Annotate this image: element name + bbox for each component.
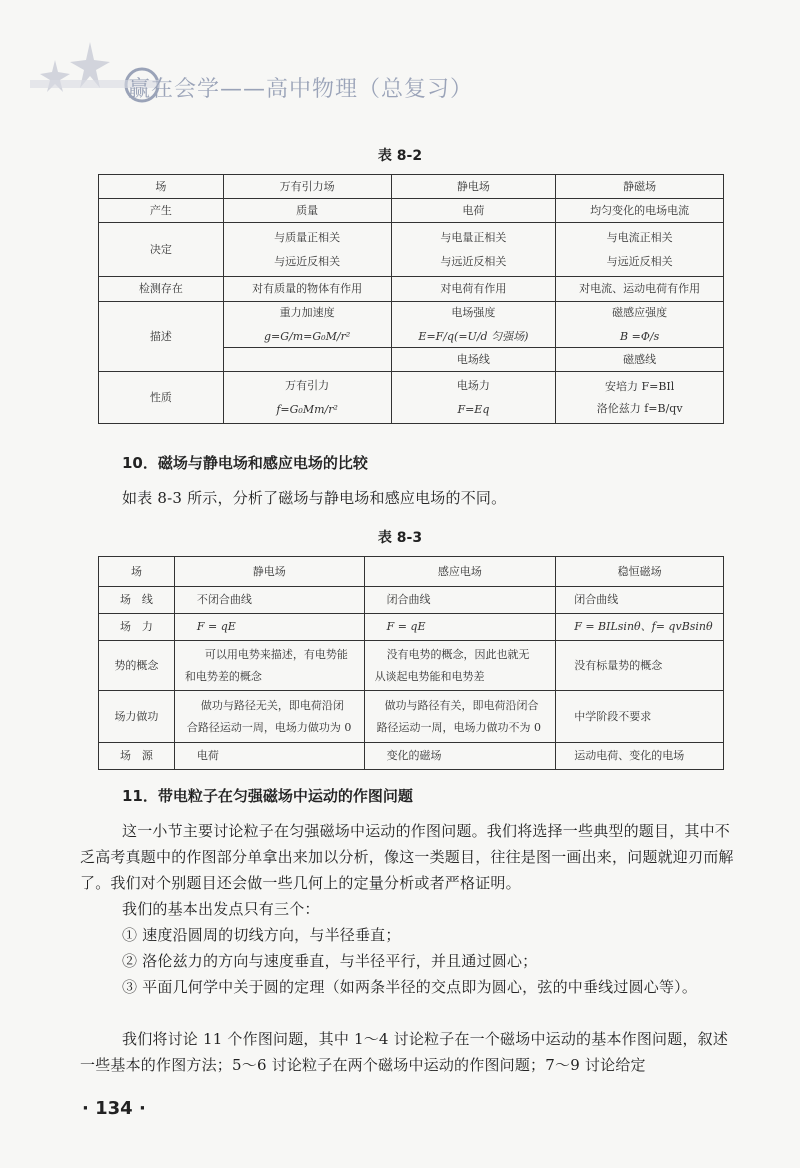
table-cell: 决定 xyxy=(99,223,224,277)
table-row xyxy=(99,372,724,424)
table-cell xyxy=(223,302,391,348)
table-cell: 对电荷有作用 xyxy=(391,277,556,302)
table-row xyxy=(99,557,724,587)
table-cell xyxy=(174,641,364,691)
table-cell: 质量 xyxy=(223,199,391,223)
table-cell: 闭合曲线 xyxy=(364,587,556,614)
cell-line: 电场力 xyxy=(456,378,490,392)
table-8-2-caption: 表 8-2 xyxy=(377,148,423,164)
table-cell xyxy=(556,223,724,277)
table-8-3 xyxy=(98,556,724,770)
cell-line: 路径运动一周，电场力做功不为 0 xyxy=(376,720,542,734)
cell-line: 与远近反相关 xyxy=(606,254,673,268)
table-cell: 电荷 xyxy=(391,199,556,223)
page-number: · 134 · xyxy=(82,1098,146,1119)
table-header-cell: 感应电场 xyxy=(364,557,556,587)
cell-line: 磁感应强度 xyxy=(612,305,668,319)
cell-line: 做功与路径无关，即电荷沿闭 xyxy=(200,698,344,712)
table-header-cell: 静电场 xyxy=(391,175,556,199)
table-header-cell: 静电场 xyxy=(174,557,364,587)
table-cell xyxy=(391,372,556,424)
table-row xyxy=(99,302,724,348)
table-cell: 不闭合曲线 xyxy=(174,587,364,614)
cell-line: 没有电势的概念，因此也就无 xyxy=(386,647,530,661)
cell-line: 与电量正相关 xyxy=(440,230,507,244)
cell-line: 洛伦兹力 f=B/qv xyxy=(596,401,683,415)
table-cell: 电荷 xyxy=(174,743,364,770)
table-cell: 对电流、运动电荷有作用 xyxy=(556,277,724,302)
section-11-list-item: ③ 平面几何学中关于圆的定理（如两条半径的交点即为圆心，弦的中垂线过圆心等）。 xyxy=(122,978,698,996)
cell-line: 万有引力 xyxy=(285,378,330,392)
table-cell: 运动电荷、变化的电场 xyxy=(556,743,724,770)
formula: F=Eq xyxy=(457,402,490,416)
formula: g=G/m=G₀M/r² xyxy=(264,329,351,343)
table-cell: 检测存在 xyxy=(99,277,224,302)
table-cell: 没有标量势的概念 xyxy=(556,641,724,691)
cell-line: 可以用电势来描述，有电势能 xyxy=(204,647,348,661)
formula: F = BILsinθ、f= qvBsinθ xyxy=(556,614,724,641)
table-cell: 场 力 xyxy=(99,614,175,641)
header-title: 赢在会学——高中物理（总复习） xyxy=(128,77,474,102)
section-11-paragraph: 我们的基本出发点只有三个： xyxy=(122,900,320,918)
table-row xyxy=(99,587,724,614)
section-10-heading: 10．磁场与静电场和感应电场的比较 xyxy=(122,454,368,472)
table-row xyxy=(99,691,724,743)
formula: F = qE xyxy=(364,614,556,641)
table-cell: 场 源 xyxy=(99,743,175,770)
table-cell xyxy=(556,372,724,424)
table-header-cell: 静磁场 xyxy=(556,175,724,199)
table-cell xyxy=(391,223,556,277)
section-11-list-item: ② 洛伦兹力的方向与速度垂直，与半径平行，并且通过圆心； xyxy=(122,952,538,970)
table-cell xyxy=(364,641,556,691)
table-cell: 描述 xyxy=(99,302,224,372)
table-header-cell: 场 xyxy=(99,557,175,587)
table-cell: 产生 xyxy=(99,199,224,223)
table-8-2 xyxy=(98,174,724,424)
table-cell xyxy=(391,302,556,348)
section-11-list-item: ① 速度沿圆周的切线方向，与半径垂直； xyxy=(122,926,401,944)
table-header-cell: 稳恒磁场 xyxy=(556,557,724,587)
table-8-3-caption: 表 8-3 xyxy=(377,530,423,546)
table-header-cell: 万有引力场 xyxy=(223,175,391,199)
formula: E=F/q(=U/d 匀强场) xyxy=(418,329,529,343)
formula: f=G₀Mm/r² xyxy=(276,402,338,416)
table-cell xyxy=(174,691,364,743)
cell-line: 从谈起电势能和电势差 xyxy=(374,669,485,683)
table-row xyxy=(99,175,724,199)
table-cell: 对有质量的物体有作用 xyxy=(223,277,391,302)
page-header xyxy=(30,30,770,120)
table-row xyxy=(99,614,724,641)
section-11-heading: 11．带电粒子在匀强磁场中运动的作图问题 xyxy=(122,787,413,805)
table-cell xyxy=(556,302,724,348)
cell-line: 与质量正相关 xyxy=(274,230,341,244)
section-11-paragraph: 这一小节主要讨论粒子在匀强磁场中运动的作图问题。我们将选择一些典型的题目，其中不乏高考真题中的作图部分单拿出来加以分析，像这一类题目，往往是图一画出来，问题就迎刃而解了。我们对个别题目还会做一些几何上的定量分析或者严格证明。 xyxy=(80,822,734,892)
table-cell: 变化的磁场 xyxy=(364,743,556,770)
table-cell: 中学阶段不要求 xyxy=(556,691,724,743)
table-cell: 场力做功 xyxy=(99,691,175,743)
table-row xyxy=(99,199,724,223)
table-cell xyxy=(223,223,391,277)
table-cell-empty xyxy=(223,348,391,372)
table-cell: 性质 xyxy=(99,372,224,424)
cell-line: 和电势差的概念 xyxy=(184,669,262,683)
table-row xyxy=(99,277,724,302)
section-11-paragraph: 我们将讨论 11 个作图问题，其中 1～4 讨论粒子在一个磁场中运动的基本作图问题，叙述一些基本的作图方法；5～6 讨论粒子在两个磁场中运动的作图问题；7～9 讨论给定 xyxy=(80,1030,729,1074)
table-cell: 势的概念 xyxy=(99,641,175,691)
formula: B =Φ/s xyxy=(620,329,660,343)
cell-line: 与电流正相关 xyxy=(606,230,673,244)
table-row xyxy=(99,223,724,277)
table-cell xyxy=(364,691,556,743)
cell-line: 与远近反相关 xyxy=(274,254,341,268)
section-10-paragraph: 如表 8-3 所示，分析了磁场与静电场和感应电场的不同。 xyxy=(122,489,507,507)
table-cell xyxy=(223,372,391,424)
table-cell: 场 线 xyxy=(99,587,175,614)
table-header-cell: 场 xyxy=(99,175,224,199)
table-cell: 磁感线 xyxy=(556,348,724,372)
cell-line: 做功与路径有关，即电荷沿闭合 xyxy=(384,698,539,712)
table-cell: 闭合曲线 xyxy=(556,587,724,614)
table-cell: 电场线 xyxy=(391,348,556,372)
cell-line: 安培力 F=BIl xyxy=(604,379,675,393)
table-row xyxy=(99,743,724,770)
cell-line: 合路径运动一周，电场力做功为 0 xyxy=(186,720,352,734)
cell-line: 重力加速度 xyxy=(279,305,335,319)
table-cell: 均匀变化的电场电流 xyxy=(556,199,724,223)
cell-line: 电场强度 xyxy=(451,305,496,319)
formula: F = qE xyxy=(174,614,364,641)
table-row xyxy=(99,641,724,691)
cell-line: 与远近反相关 xyxy=(440,254,507,268)
